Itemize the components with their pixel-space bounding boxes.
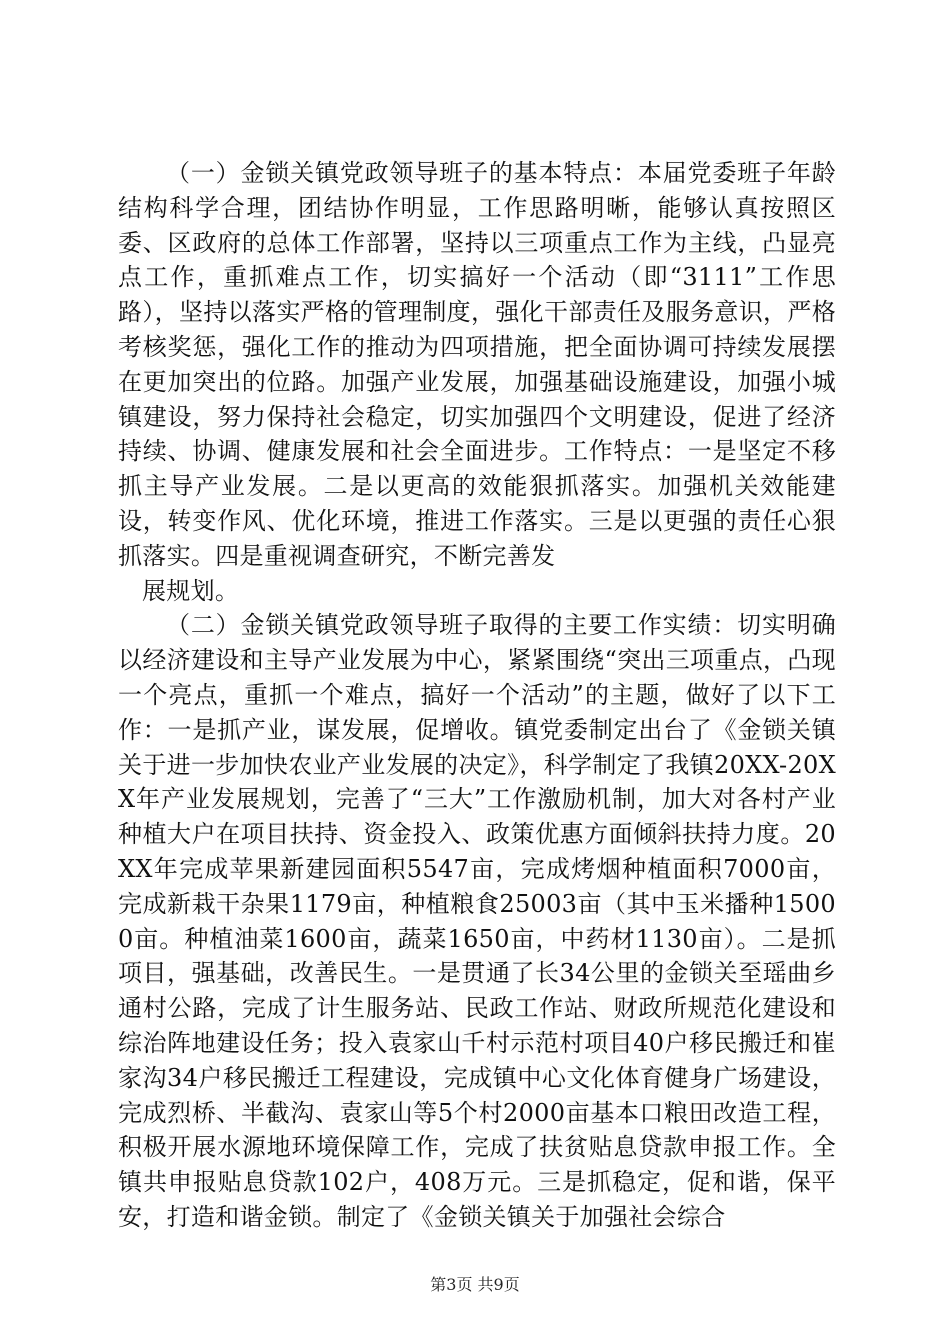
page-footer: 第3页 共9页: [430, 1275, 520, 1294]
document-body: [118, 156, 836, 1235]
paragraph-continuation: 展规划。: [142, 576, 240, 605]
paragraph-leadership-characteristics: （一）金锁关镇党政领导班子的基本特点：本届党委班子年龄结构科学合理，团结协作明显，工作思路明晰，能够认真按照区委、区政府的总体工作部署，坚持以三项重点工作为主线，凸显亮点工作，重抓难点工作，切实搞好一个活动（即“3111”工作思路），坚持以落实严格的管理制度，强化干部责任及服务意识，严格考核奖惩，强化工作的推动为四项措施，把全面协调可持续发展摆在更加突出的位路。加强产业发展，加强基础设施建设，加强小城镇建设，努力保持社会稳定，切实加强四个文明建设，促进了经济持续、协调、健康发展和社会全面进步。工作特点：一是坚定不移抓主导产业发展。二是以更高的效能狠抓落实。加强机关效能建设，转变作风、优化环境，推进工作落实。三是以更强的责任心狠抓落实。四是重视调查研究，不断完善发: [118, 159, 836, 570]
paragraph-work-achievements: （二）金锁关镇党政领导班子取得的主要工作实绩：切实明确以经济建设和主导产业发展为中心，紧紧围绕“突出三项重点，凸现一个亮点，重抓一个难点，搞好一个活动”的主题，做好了以下工作：一是抓产业，谋发展，促增收。镇党委制定出台了《金锁关镇关于进一步加快农业产业发展的决定》，科学制定了我镇20XX-20XX年产业发展规划，完善了“三大”工作激励机制，加大对各村产业种植大户在项目扶持、资金投入、政策优惠方面倾斜扶持力度。20XX年完成苹果新建园面积5547亩，完成烤烟种植面积7000亩，完成新栽干杂果1179亩，种植粮食25003亩（其中玉米播种15000亩。种植油菜1600亩，蔬菜1650亩，中药材1130亩）。二是抓项目，强基础，改善民生。一是贯通了长34公里的金锁关至瑶曲乡通村公路，完成了计生服务站、民政工作站、财政所规范化建设和综治阵地建设任务；投入袁家山千村示范村项目40户移民搬迁和崔家沟34户移民搬迁工程建设，完成镇中心文化体育健身广场建设，完成烈桥、半截沟、袁家山等5个村2000亩基本口粮田改造工程，积极开展水源地环境保障工作，完成了扶贫贴息贷款申报工作。全镇共申报贴息贷款102户，408万元。三是抓稳定，促和谐，保平安，打造和谐金锁。制定了《金锁关镇关于加强社会综合: [118, 611, 836, 1231]
